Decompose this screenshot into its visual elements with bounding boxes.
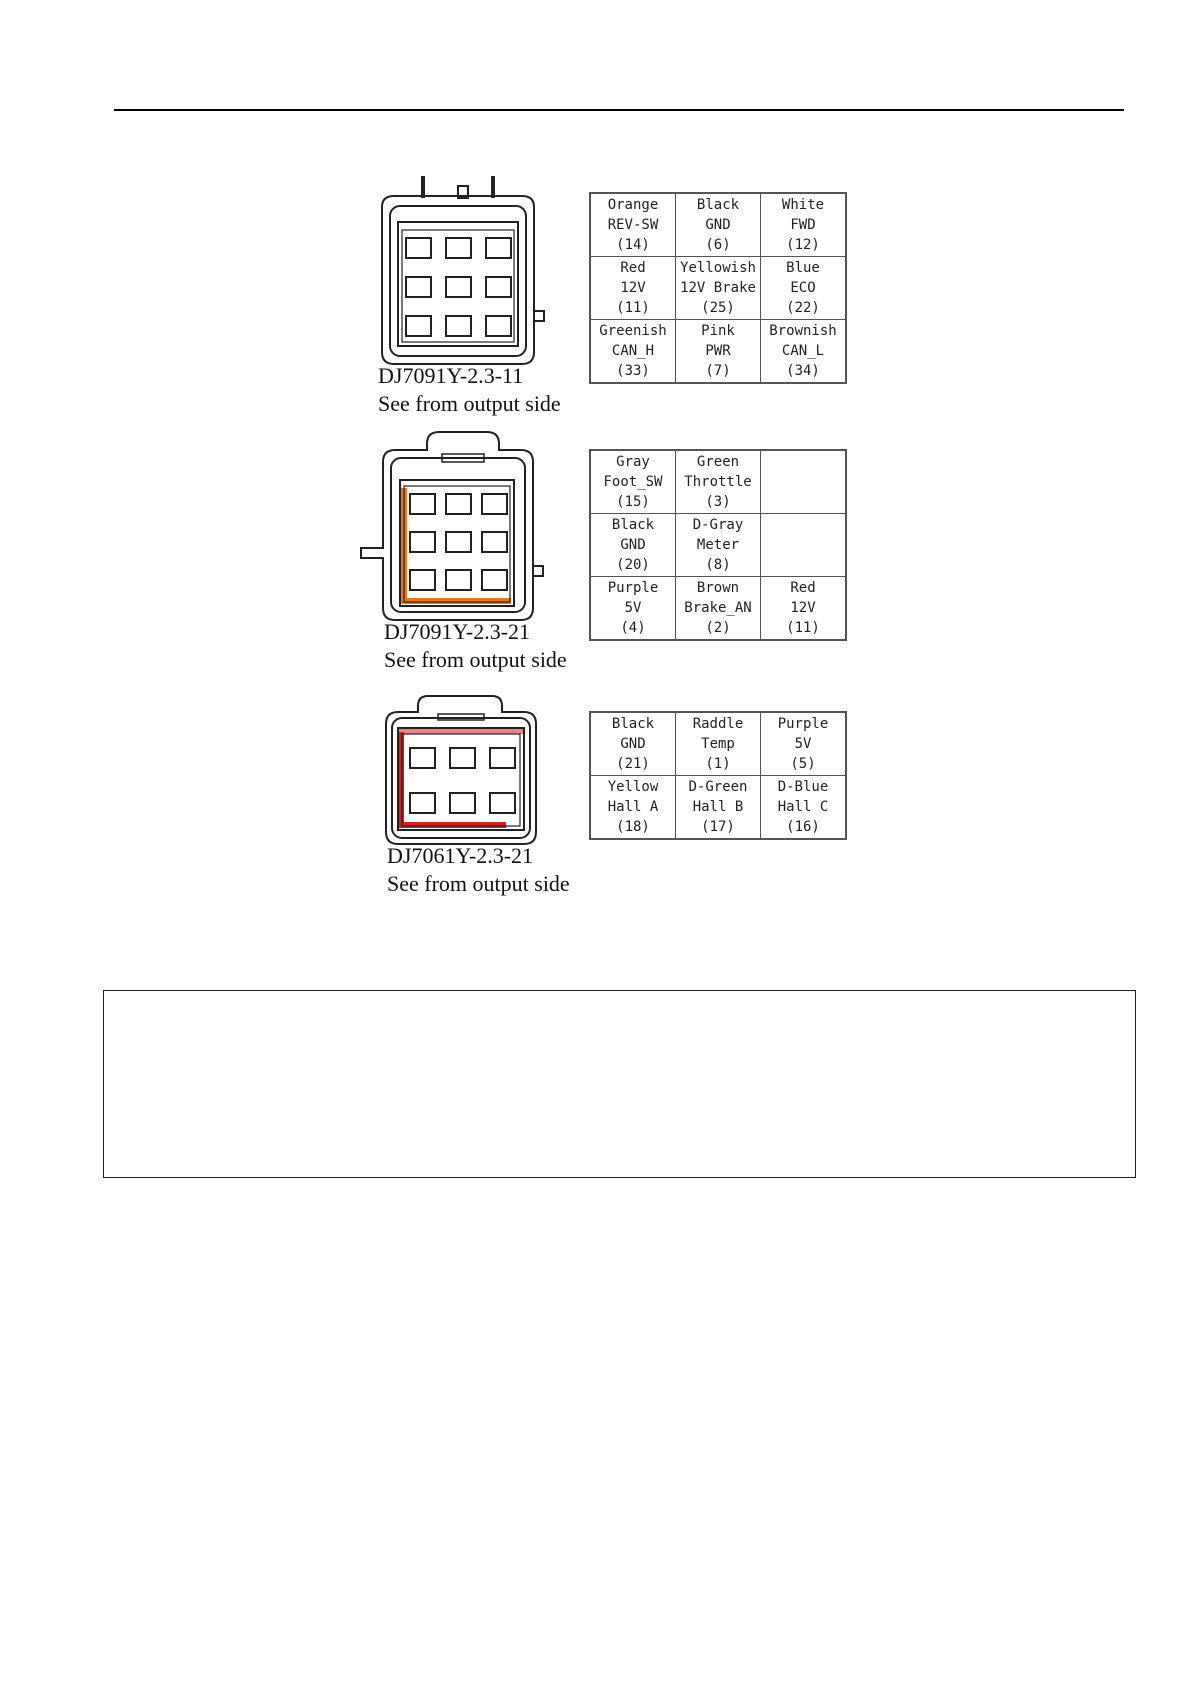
pin-cell [590, 712, 676, 776]
pin-color: Yellow [607, 779, 659, 795]
pin-number: (2) [705, 620, 731, 636]
pin-signal: Throttle [684, 474, 752, 490]
pin-signal: 12V Brake [680, 280, 756, 296]
connector-2-caption [384, 618, 567, 674]
pin-color: D-Gray [692, 517, 744, 533]
pin-color: Green [696, 454, 740, 470]
pin-number: (5) [790, 756, 816, 772]
pin-cell [761, 320, 847, 384]
pin-cell [761, 450, 847, 514]
pin-cell [761, 257, 847, 320]
pin-cell [590, 514, 676, 577]
pin-row [590, 776, 846, 840]
pin-number: (15) [616, 494, 650, 510]
connector-2-drawing [355, 428, 575, 638]
pin-signal: GND [705, 217, 731, 233]
pin-row [590, 320, 846, 384]
pin-signal: ECO [790, 280, 816, 296]
connector-3-drawing [378, 692, 578, 862]
pin-number: (12) [786, 237, 820, 253]
pin-number: (7) [705, 363, 731, 379]
pin-signal: FWD [790, 217, 816, 233]
pin-number: (6) [705, 237, 731, 253]
pin-cell [761, 193, 847, 257]
connector-1-view: See from output side [378, 391, 561, 416]
pin-number: (8) [705, 557, 731, 573]
connector-1-model: DJ7091Y-2.3-11 [378, 363, 524, 388]
pin-signal: CAN_L [781, 343, 825, 359]
empty-note-box [103, 990, 1136, 1178]
pin-color: Orange [607, 197, 659, 213]
pin-cell [676, 776, 761, 840]
pin-signal: GND [620, 736, 646, 752]
pin-color: Raddle [692, 716, 744, 732]
pin-number: (33) [616, 363, 650, 379]
pin-signal: 5V [794, 736, 812, 752]
pin-number: (25) [701, 300, 735, 316]
pin-cell [676, 193, 761, 257]
pin-signal: Hall B [692, 799, 744, 815]
pin-number: (4) [620, 620, 646, 636]
connector-3-caption [387, 842, 570, 898]
pin-cell [590, 193, 676, 257]
header-rule [114, 109, 1124, 111]
pin-cell [590, 577, 676, 641]
pin-row [590, 514, 846, 577]
pin-row [590, 257, 846, 320]
connector-1-pin-table [589, 192, 847, 384]
pin-signal: REV-SW [607, 217, 659, 233]
connector-3-model: DJ7061Y-2.3-21 [387, 843, 534, 868]
pin-cell [761, 712, 847, 776]
pin-signal: GND [620, 537, 646, 553]
pin-number: (20) [616, 557, 650, 573]
pin-color: Black [611, 716, 655, 732]
pin-color: Red [620, 260, 646, 276]
pin-color: Brownish [769, 323, 837, 339]
pin-number: (1) [705, 756, 731, 772]
pin-color: Greenish [599, 323, 667, 339]
pin-color: Red [790, 580, 816, 596]
pin-signal: Hall C [777, 799, 829, 815]
pin-signal: Foot_SW [603, 474, 663, 490]
connector-1-drawing [372, 172, 572, 372]
pin-number: (11) [616, 300, 650, 316]
pin-cell [761, 776, 847, 840]
pin-color: Blue [786, 260, 820, 276]
pin-cell [761, 577, 847, 641]
pin-signal: PWR [705, 343, 731, 359]
pin-color: Black [696, 197, 740, 213]
pin-number: (11) [786, 620, 820, 636]
pin-color: Gray [616, 454, 650, 470]
pin-signal: Brake_AN [684, 600, 752, 616]
pin-row [590, 193, 846, 257]
pin-number: (16) [786, 819, 820, 835]
pin-cell [676, 257, 761, 320]
pin-cell [590, 257, 676, 320]
pin-cell [676, 320, 761, 384]
connector-2-view: See from output side [384, 647, 567, 672]
pin-color: Black [611, 517, 655, 533]
connector-3-view: See from output side [387, 871, 570, 896]
pin-number: (18) [616, 819, 650, 835]
pin-color: Yellowish [680, 260, 756, 276]
pin-number: (34) [786, 363, 820, 379]
pin-row [590, 577, 846, 641]
pin-signal: Hall A [607, 799, 659, 815]
pin-cell [676, 712, 761, 776]
pin-signal: 12V [790, 600, 816, 616]
pin-number: (21) [616, 756, 650, 772]
pin-color: Brown [696, 580, 740, 596]
pin-cell [590, 450, 676, 514]
pin-color: D-Blue [777, 779, 829, 795]
pin-signal: 5V [624, 600, 642, 616]
pin-color: White [781, 197, 825, 213]
pin-cell [761, 514, 847, 577]
connector-3-pin-table [589, 711, 847, 840]
pin-cell [676, 514, 761, 577]
pin-color: Purple [607, 580, 659, 596]
connector-1-caption [378, 362, 561, 418]
pin-cell [676, 450, 761, 514]
pin-color: Pink [701, 323, 735, 339]
pin-number: (22) [786, 300, 820, 316]
pin-number: (14) [616, 237, 650, 253]
connector-2-model: DJ7091Y-2.3-21 [384, 619, 531, 644]
pin-signal: CAN_H [611, 343, 655, 359]
pin-color: D-Green [688, 779, 748, 795]
connector-2-pin-table [589, 449, 847, 641]
pin-signal: Meter [696, 537, 740, 553]
pin-number: (3) [705, 494, 731, 510]
pin-cell [676, 577, 761, 641]
pin-row [590, 450, 846, 514]
pin-cell [590, 320, 676, 384]
pin-row [590, 712, 846, 776]
pin-signal: Temp [701, 736, 735, 752]
pin-number: (17) [701, 819, 735, 835]
pin-color: Purple [777, 716, 829, 732]
pin-cell [590, 776, 676, 840]
pin-signal: 12V [620, 280, 646, 296]
